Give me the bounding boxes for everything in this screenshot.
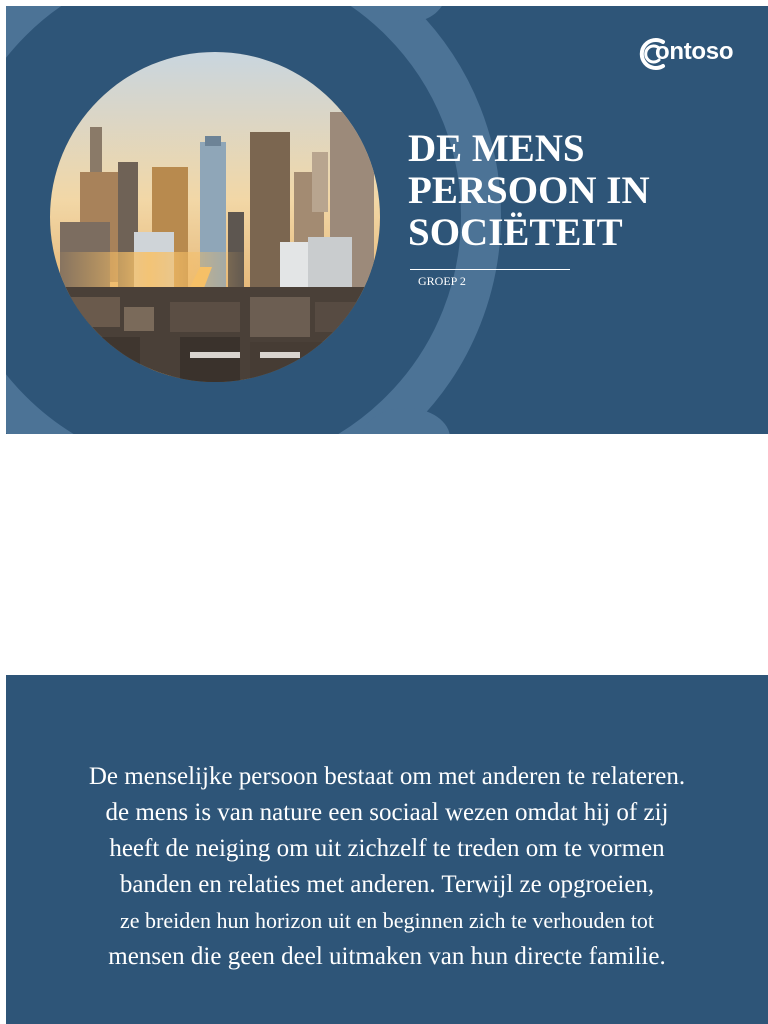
body-line: de mens is van nature een sociaal wezen omdat hij of zij <box>105 799 669 826</box>
contoso-logo <box>635 34 747 74</box>
title-slide <box>6 6 768 434</box>
body-line: De menselijke persoon bestaat om met anderen te relateren. <box>88 763 686 790</box>
body-line: heeft de neiging om uit zichzelf te treden om te vormen <box>109 835 665 862</box>
city-skyline-photo <box>50 52 380 382</box>
title-line: SOCIËTEIT <box>408 211 623 254</box>
text-slide <box>6 675 768 1024</box>
body-line: mensen die geen deel uitmaken van hun directe familie. <box>108 943 666 970</box>
body-line: ze breiden hun horizon uit en beginnen zich te verhouden tot <box>120 908 654 933</box>
slide-title <box>408 128 738 254</box>
logo-text: ontoso <box>655 38 734 65</box>
body-paragraph <box>6 759 768 975</box>
city-skyline-illustration <box>50 52 380 382</box>
title-line: DE MENS <box>408 127 585 170</box>
body-line: banden en relaties met anderen. Terwijl ze opgroeien, <box>119 871 655 898</box>
slide-subtitle: GROEP 2 <box>418 274 466 288</box>
title-divider <box>410 269 570 270</box>
title-line: PERSOON IN <box>408 169 650 212</box>
